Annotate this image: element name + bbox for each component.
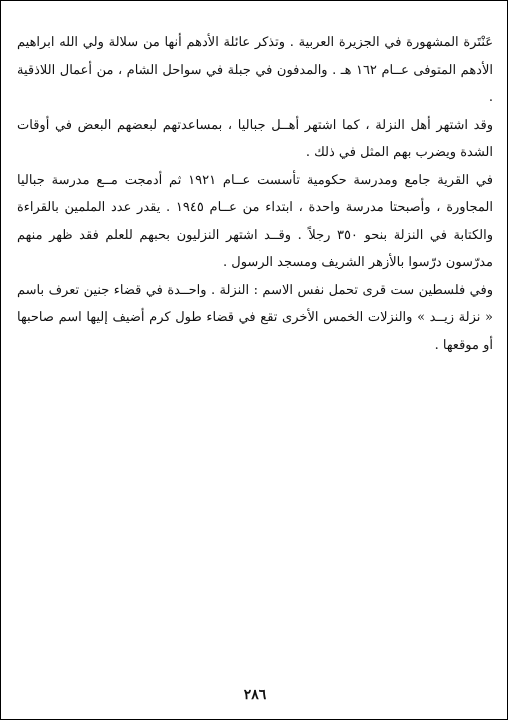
body-text — [17, 29, 493, 359]
page-number: ٢٨٦ — [243, 687, 267, 703]
paragraph-1: عَنْتَرة المشهورة في الجزيرة العربية . وتذكر عائلة الأدهم أنها من سلالة ولي الله ابراهيم الأدهم المتوفى عــام ١٦٢ هـ . والمدفون في جبلة في سواحل الشام ، من أعمال اللاذقية . — [17, 35, 493, 105]
paragraph-2: وقد اشتهر أهل النزلة ، كما اشتهر أهــل جباليا ، بمساعدتهم لبعضهم البعض في أوقات الشدة ويضرب بهم المثل في ذلك . — [17, 117, 493, 160]
paragraph-3: في القرية جامع ومدرسة حكومية تأسست عــام ١٩٢١ ثم أدمجت مــع مدرسة جباليا المجاورة ، وأصبحتا مدرسة واحدة ، ابتداء من عــام ١٩٤٥ . يقدر عدد الملمين بالقراءة والكتابة في النزلة بنحو ٣٥٠ رجلاً . وقــد اشتهر النزليون بحبهم للعلم فقد ظهر منهم مدرّسون درّسوا بالأزهر الشريف ومسجد الرسول . — [17, 172, 493, 270]
paragraph-4: وفي فلسطين ست قرى تحمل نفس الاسم : النزلة . واحــدة في قضاء جنين تعرف باسم « نزلة زيــد » والنزلات الخمس الأخرى تقع في قضاء طول كرم أضيف إليها اسم صاحبها أو موقعها . — [17, 282, 493, 353]
